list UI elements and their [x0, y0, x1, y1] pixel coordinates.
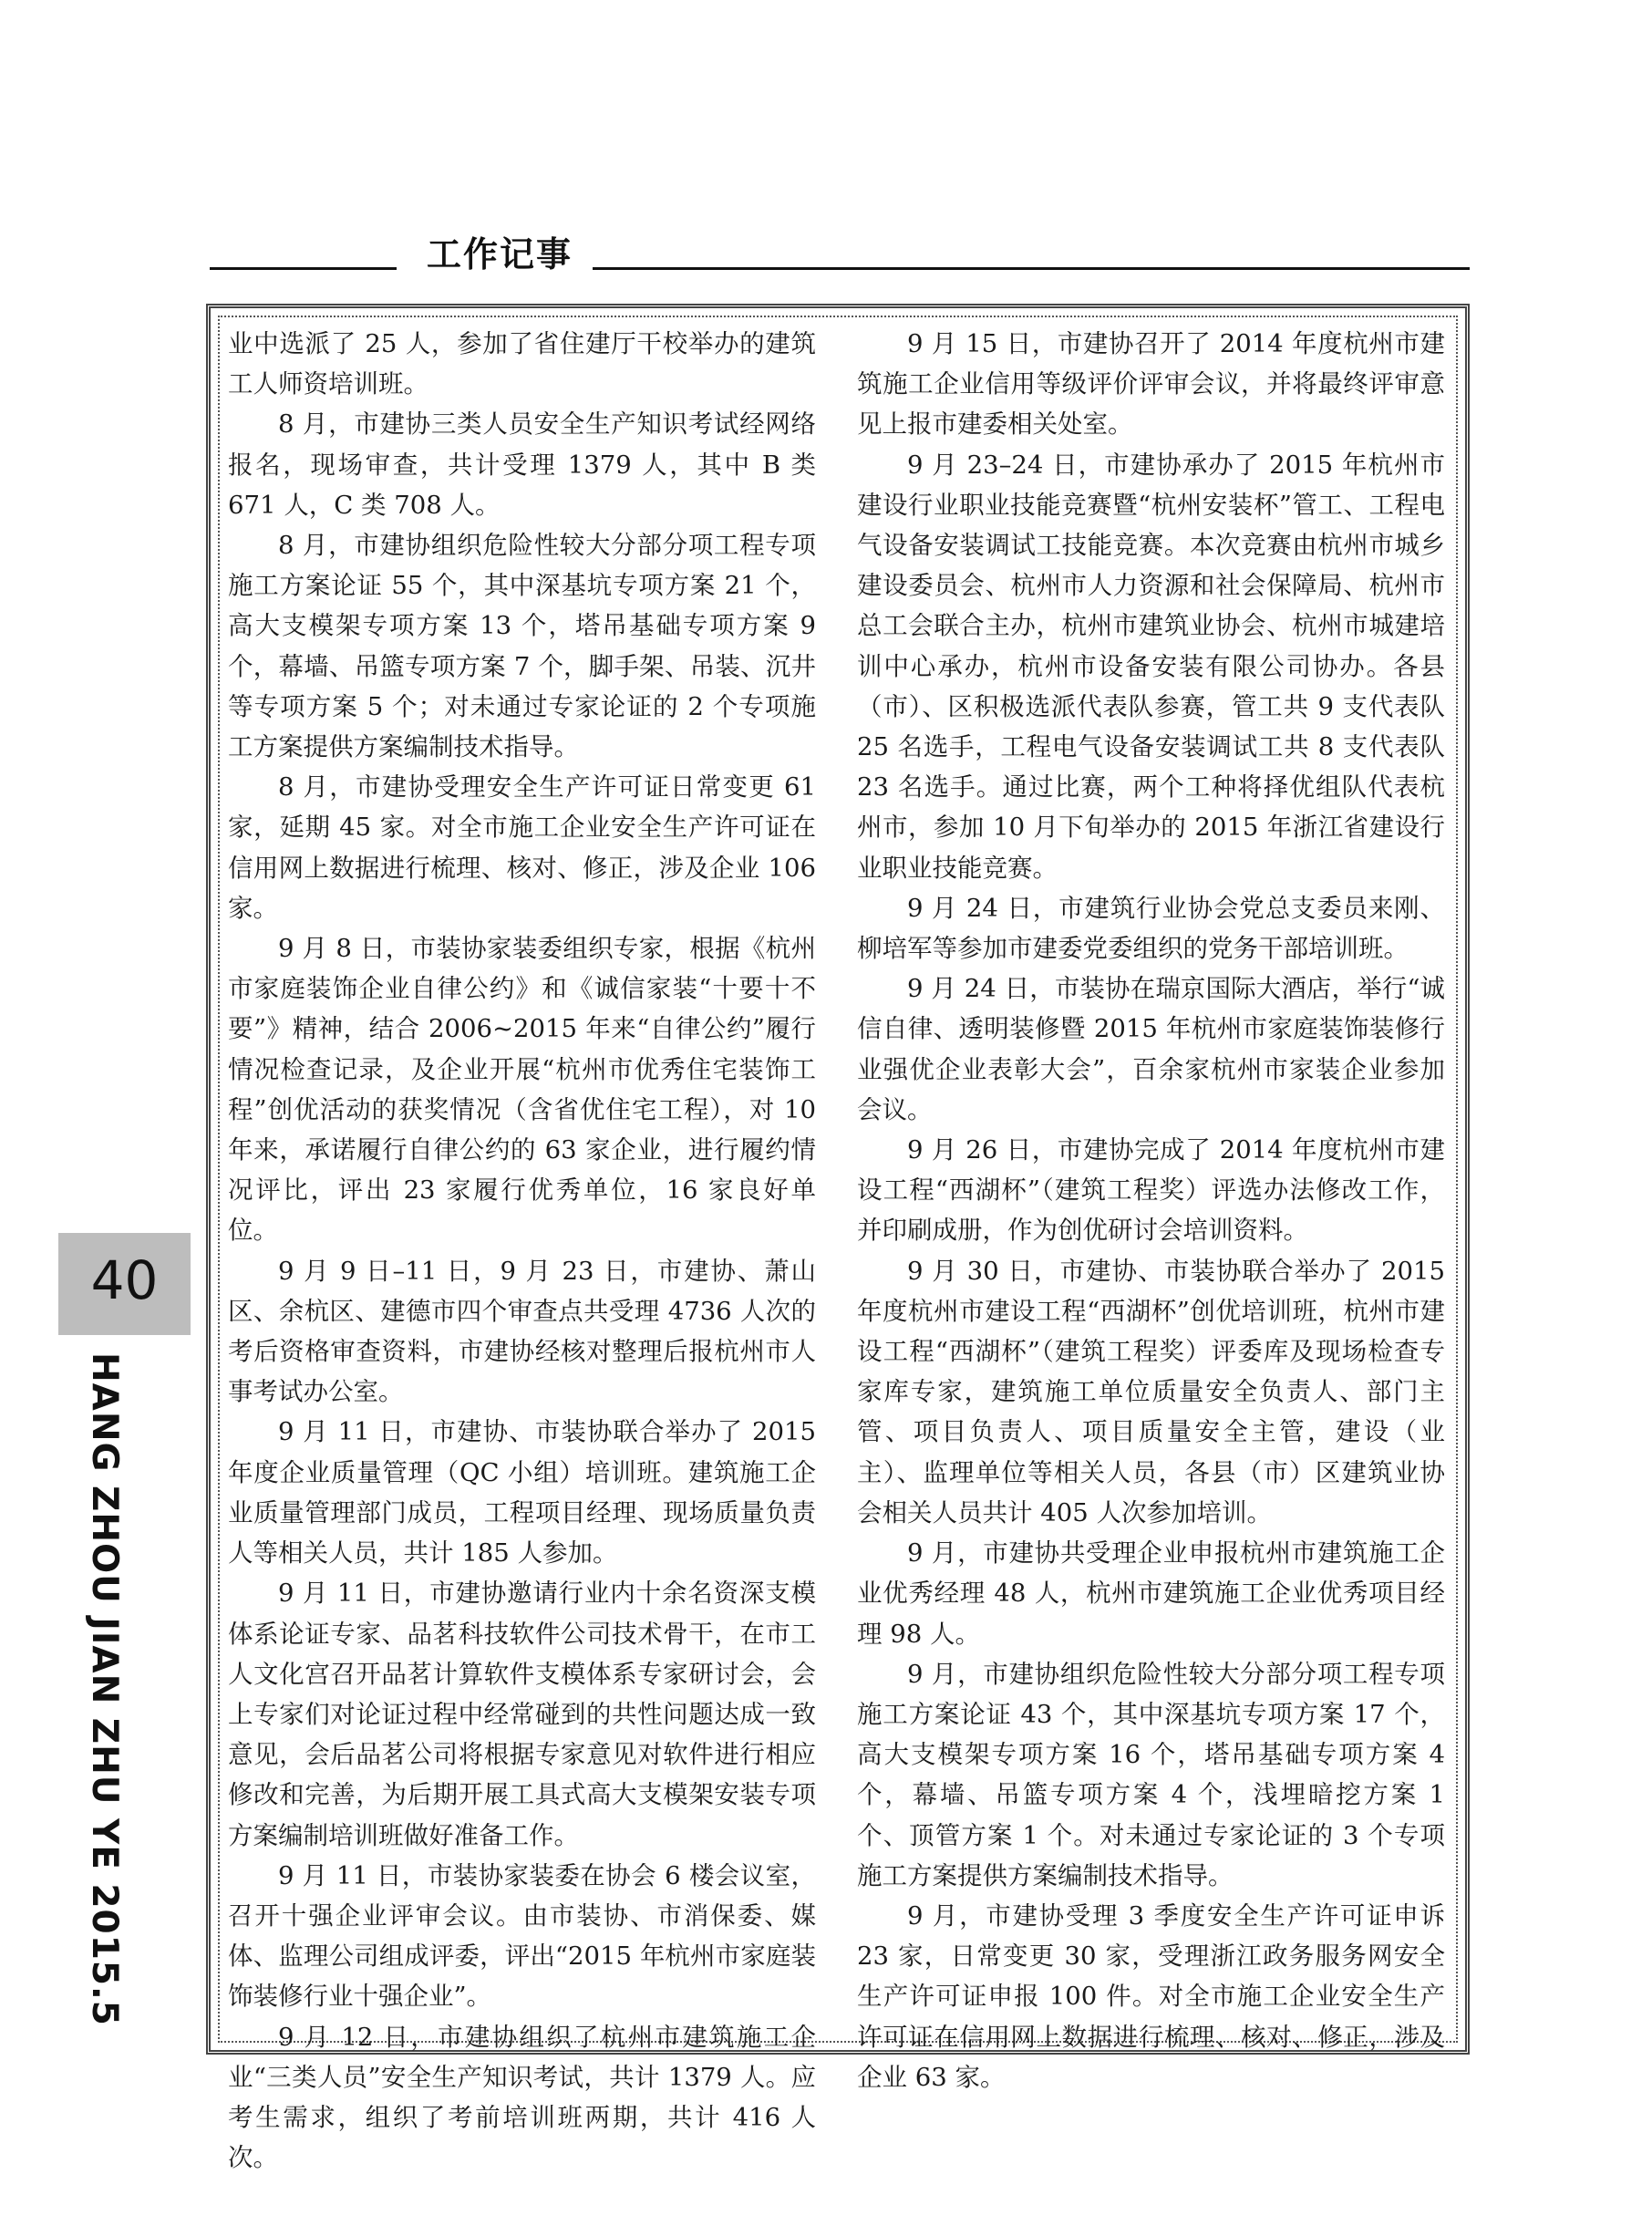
paragraph: 9 月 11 日，市装协家装委在协会 6 楼会议室，召开十强企业评审会议。由市装协、市消保委、媒体、监理公司组成评委，评出“2015 年杭州市家庭装饰装修行业十强企业”。 — [228, 1860, 816, 2012]
paragraph: 9 月 24 日，市建筑行业协会党总支委员来刚、柳培军等参加市建委党委组织的党务干部培训班。 — [857, 893, 1445, 964]
paragraph: 9 月 23–24 日，市建协承办了 2015 年杭州市建设行业职业技能竞赛暨“杭州安装杯”管工、工程电气设备安装调试工技能竞赛。本次竞赛由杭州市城乡建设委员会、杭州市人力资源和社会保障局、杭州市总工会联合主办，杭州市建筑业协会、杭州市城建培训中心承办，杭州市设备安装有限公司协办。各县（市）、区积极选派代表队参赛，管工共 9 支代表队 25 名选手，工程电气设备安装调试工共 8 支代表队 23 名选手。通过比赛，两个工种将择优组队代表杭州市，参加 10 月下旬举办的 2015 年浙江省建设行业职业技能竞赛。 — [857, 450, 1445, 883]
page-number: 40 — [90, 1249, 159, 1311]
paragraph: 9 月 26 日，市建协完成了 2014 年度杭州市建设工程“西湖杯”（建筑工程奖）评选办法修改工作，并印刷成册，作为创优研讨会培训资料。 — [857, 1135, 1445, 1246]
paragraph: 8 月，市建协组织危险性较大分部分项工程专项施工方案论证 55 个，其中深基坑专项方案 21 个，高大支模架专项方案 13 个，塔吊基础专项方案 9 个，幕墙、吊篮专项方案 7 个，脚手架、吊装、沉井等专项方案 5 个；对未通过专家论证的 2 个专项施工方案提供方案编制技术指导。 — [228, 531, 816, 762]
page-number-box — [58, 1233, 191, 1335]
paragraph: 8 月，市建协受理安全生产许可证日常变更 61 家，延期 45 家。对全市施工企业安全生产许可证在信用网上数据进行梳理、核对、修正，涉及企业 106 家。 — [228, 772, 816, 923]
paragraph: 9 月，市建协共受理企业申报杭州市建筑施工企业优秀经理 48 人，杭州市建筑施工企业优秀项目经理 98 人。 — [857, 1538, 1445, 1649]
paragraph: 8 月，市建协三类人员安全生产知识考试经网络报名，现场审查，共计受理 1379 人，其中 B 类 671 人，C 类 708 人。 — [228, 409, 816, 520]
paragraph: 9 月 24 日，市装协在瑞京国际大酒店，举行“诚信自律、透明装修暨 2015 年杭州市家庭装饰装修行业强优企业表彰大会”，百余家杭州市家装企业参加会议。 — [857, 974, 1445, 1124]
paragraph: 业中选派了 25 人，参加了省住建厅干校举办的建筑工人师资培训班。 — [228, 329, 816, 399]
paragraph: 9 月 15 日，市建协召开了 2014 年度杭州市建筑施工企业信用等级评价评审会议，并将最终评审意见上报市建委相关处室。 — [857, 329, 1445, 440]
header-rule-left — [210, 267, 397, 270]
header-rule-right — [593, 267, 1470, 270]
section-header — [210, 226, 1468, 274]
paragraph: 9 月 11 日，市建协邀请行业内十余名资深支模体系论证专家、品茗科技软件公司技术骨干，在市工人文化宫召开品茗计算软件支模体系专家研讨会，会上专家们对论证过程中经常碰到的共性问题达成一致意见，会后品茗公司将根据专家意见对软件进行相应修改和完善，为后期开展工具式高大支模架安装专项方案编制培训班做好准备工作。 — [228, 1579, 816, 1850]
paragraph: 9 月，市建协受理 3 季度安全生产许可证申诉 23 家，日常变更 30 家，受理浙江政务服务网安全生产许可证申报 100 件。对全市施工企业安全生产许可证在信用网上数据进行梳理、核对、修正，涉及企业 63 家。 — [857, 1900, 1445, 2092]
journal-side-title: HANG ZHOU JIAN ZHU YE 2015.5 — [84, 1352, 125, 2026]
section-title: 工作记事 — [427, 234, 573, 274]
left-column — [228, 324, 816, 2178]
paragraph: 9 月 12 日，市建协组织了杭州市建筑施工企业“三类人员”安全生产知识考试，共计 1379 人。应考生需求，组织了考前培训班两期，共计 416 人次。 — [228, 2022, 816, 2173]
paragraph: 9 月 9 日–11 日，9 月 23 日，市建协、萧山区、余杭区、建德市四个审查点共受理 4736 人次的考后资格审查资料，市建协经核对整理后报杭州市人事考试办公室。 — [228, 1256, 816, 1407]
paragraph: 9 月 11 日，市建协、市装协联合举办了 2015 年度企业质量管理（QC 小组）培训班。建筑施工企业质量管理部门成员，工程项目经理、现场质量负责人等相关人员，共计 185 人参加。 — [228, 1417, 816, 1569]
right-column — [857, 324, 1445, 2097]
paragraph: 9 月，市建协组织危险性较大分部分项工程专项施工方案论证 43 个，其中深基坑专项方案 17 个，高大支模架专项方案 16 个，塔吊基础专项方案 4 个，幕墙、吊篮专项方案 4 个，浅埋暗挖方案 1 个、顶管方案 1 个。对未通过专家论证的 3 个专项施工方案提供方案编制技术指导。 — [857, 1659, 1445, 1890]
paragraph: 9 月 8 日，市装协家装委组织专家，根据《杭州市家庭装饰企业自律公约》和《诚信家装“十要十不要”》精神，结合 2006~2015 年来“自律公约”履行情况检查记录，及企业开展“杭州市优秀住宅装饰工程”创优活动的获奖情况（含省优住宅工程），对 10 年来，承诺履行自律公约的 63 家企业，进行履约情况评比，评出 23 家履行优秀单位，16 家良好单位。 — [228, 934, 816, 1246]
paragraph: 9 月 30 日，市建协、市装协联合举办了 2015 年度杭州市建设工程“西湖杯”创优培训班，杭州市建设工程“西湖杯”（建筑工程奖）评委库及现场检查专家库专家，建筑施工单位质量安全负责人、部门主管、项目负责人、项目质量安全主管，建设（业主）、监理单位等相关人员，各县（市）区建筑业协会相关人员共计 405 人次参加培训。 — [857, 1256, 1445, 1527]
